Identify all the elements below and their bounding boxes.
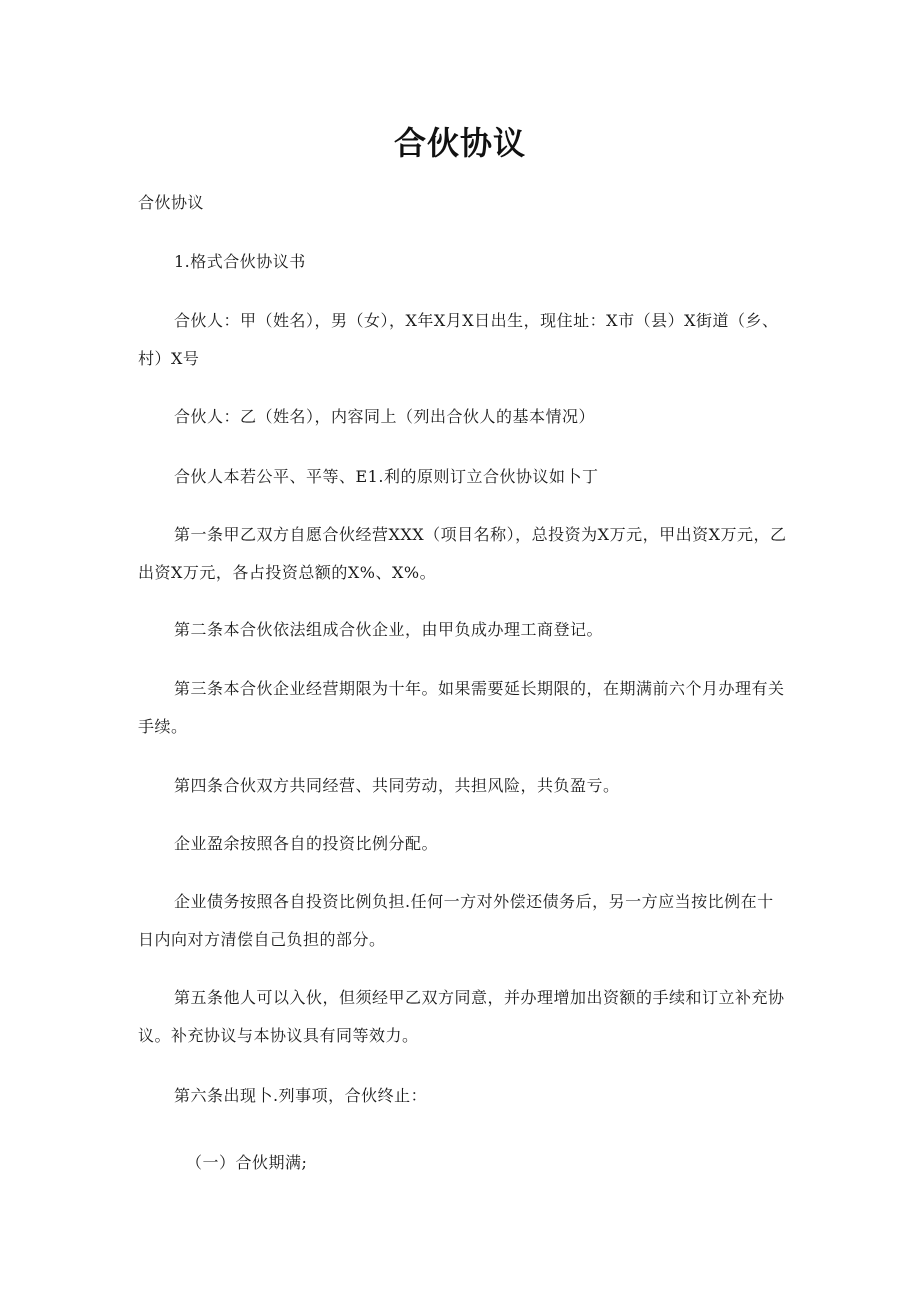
paragraph-debt-allocation: 企业债务按照各自投资比例负担.任何一方对外偿还债务后，另一方应当按比例在十日内向对方清偿自己负担的部分。: [138, 892, 774, 949]
paragraph-partner-a: 合伙人：甲（姓名），男（女），X年X月X日出生，现住址：X市（县）X街道（乡、村）X号: [138, 311, 779, 368]
subheading-agreement-format: 1.格式合伙协议书: [174, 252, 306, 271]
paragraph-article-1: 第一条甲乙双方自愿合伙经营XXX（项目名称），总投资为X万元，甲出资X万元，乙出资X万元，各占投资总额的X%、X%。: [138, 525, 787, 582]
paragraph-article-3: 第三条本合伙企业经营期限为十年。如果需要延长期限的，在期满前六个月办理有关手续。: [138, 679, 785, 736]
section-heading: 合伙协议: [138, 193, 205, 212]
paragraph-article-6: 第六条出现卜.列事项，合伙终止：: [174, 1086, 428, 1105]
paragraph-principles: 合伙人本若公平、平等、E1.利的原则订立合伙协议如卜丁: [174, 467, 599, 486]
paragraph-partner-b: 合伙人：乙（姓名），内容同上（列出合伙人的基本情况）: [174, 407, 596, 426]
document-title: 合伙协议: [393, 124, 526, 162]
paragraph-article-4: 第四条合伙双方共同经营、共同劳动，共担风险，共负盈亏。: [174, 776, 620, 795]
paragraph-article-2: 第二条本合伙依法组成合伙企业，由甲负成办理工商登记。: [174, 620, 604, 639]
paragraph-profit-distribution: 企业盈余按照各自的投资比例分配。: [174, 834, 439, 853]
list-item-term-expiry: （一）合伙期满;: [186, 1153, 308, 1172]
paragraph-article-5: 第五条他人可以入伙，但须经甲乙双方同意，并办理增加出资额的手续和订立补充协议。补充协议与本协议具有同等效力。: [138, 988, 785, 1045]
